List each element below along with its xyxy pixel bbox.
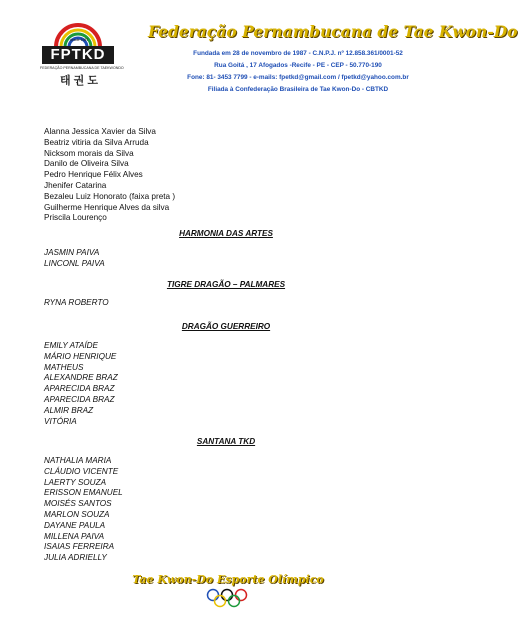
list-item: ERISSON EMANUEL <box>44 488 123 498</box>
list-item: EMILY ATAÍDE <box>44 341 98 350</box>
list-item: MILLENA PAIVA <box>44 531 105 541</box>
footer-slogan: Tae Kwon-Do Esporte Olímpico <box>132 573 324 586</box>
list-item: ISAIAS FERREIRA <box>44 542 115 552</box>
list-item: CLÁUDIO VICENTE <box>44 466 119 476</box>
section-heading-dragao-guerreiro: DRAGÃO GUERREIRO <box>181 322 271 331</box>
header-contact-line: Fone: 81- 3453 7799 - e-mails: fpetkd@gmail.com / fpetkd@yahoo.com.br <box>187 74 409 81</box>
list-item: ALMIR BRAZ <box>44 405 94 415</box>
list-item: Bezaleu Luiz Honorato (faixa preta ) <box>44 191 176 201</box>
list-item: APARECIDA BRAZ <box>44 384 115 394</box>
list-item: JULIA ADRIELLY <box>44 553 107 563</box>
list-item: APARECIDA BRAZ <box>44 394 115 404</box>
olympic-rings-icon <box>205 588 249 610</box>
org-title: Federação Pernambucana de Tae Kwon-Do <box>148 22 518 41</box>
list-item: Pedro Henrique Félix Alves <box>44 170 143 180</box>
athlete-list-main <box>44 127 175 224</box>
list-item: Beatriz vitiria da Silva Arruda <box>44 137 149 147</box>
list-item: Danilo de Oliveira Silva <box>44 159 129 169</box>
section-list-santana <box>44 456 123 564</box>
fptkd-logo <box>40 24 124 102</box>
list-item: VITÓRIA <box>44 416 77 426</box>
logo-korean-text: 태 권 도 <box>60 75 98 87</box>
logo-subtitle: FEDERAÇÃO PERNAMBUCANA DE TAEKWONDO <box>40 66 124 70</box>
section-heading-tigre-dragao: TIGRE DRAGÃO – PALMARES <box>166 280 286 289</box>
header-affiliation-line: Filiada à Confederação Brasileira de Tae Kwon-Do - CBTKD <box>207 86 389 93</box>
list-item: Alanna Jessica Xavier da Silva <box>44 127 156 136</box>
list-item: MÁRIO HENRIQUE <box>44 351 117 361</box>
section-heading-harmonia: HARMONIA DAS ARTES <box>179 229 273 238</box>
logo-arc-graphic <box>54 24 102 48</box>
section-list-dragao-guerreiro <box>44 341 118 427</box>
list-item: Nicksom morais da Silva <box>44 148 134 158</box>
list-item: Guilherme Henrique Alves da silva <box>44 202 170 212</box>
list-item: MARLON SOUZA <box>44 509 110 519</box>
logo-since: desde 1987 <box>70 38 89 42</box>
list-item: RYNA ROBERTO <box>44 298 109 307</box>
list-item: LINCONL PAIVA <box>44 258 105 268</box>
section-heading-santana: SANTANA TKD <box>196 437 256 446</box>
list-item: Jhenifer Catarina <box>44 180 107 190</box>
list-item: ALEXANDRE BRAZ <box>44 373 118 383</box>
list-item: JASMIN PAIVA <box>44 248 100 257</box>
section-list-tigre-dragao <box>44 298 109 309</box>
section-list-harmonia <box>44 248 105 270</box>
list-item: NATHALIA MARIA <box>44 456 112 465</box>
list-item: Priscila Lourenço <box>44 213 107 223</box>
list-item: LAERTY SOUZA <box>44 477 107 487</box>
header-founded-line: Fundada em 28 de novembro de 1987 - C.N.P.J. nº 12.858.361/0001-52 <box>193 50 403 57</box>
list-item: MATHEUS <box>44 362 84 372</box>
list-item: MOISÉS SANTOS <box>44 499 112 509</box>
list-item: DAYANE PAULA <box>44 520 106 530</box>
logo-text: FPTKD <box>42 46 114 64</box>
header-address-line: Rua Goitá , 17 Afogados -Recife - PE - CEP - 50.770-190 <box>214 62 382 69</box>
